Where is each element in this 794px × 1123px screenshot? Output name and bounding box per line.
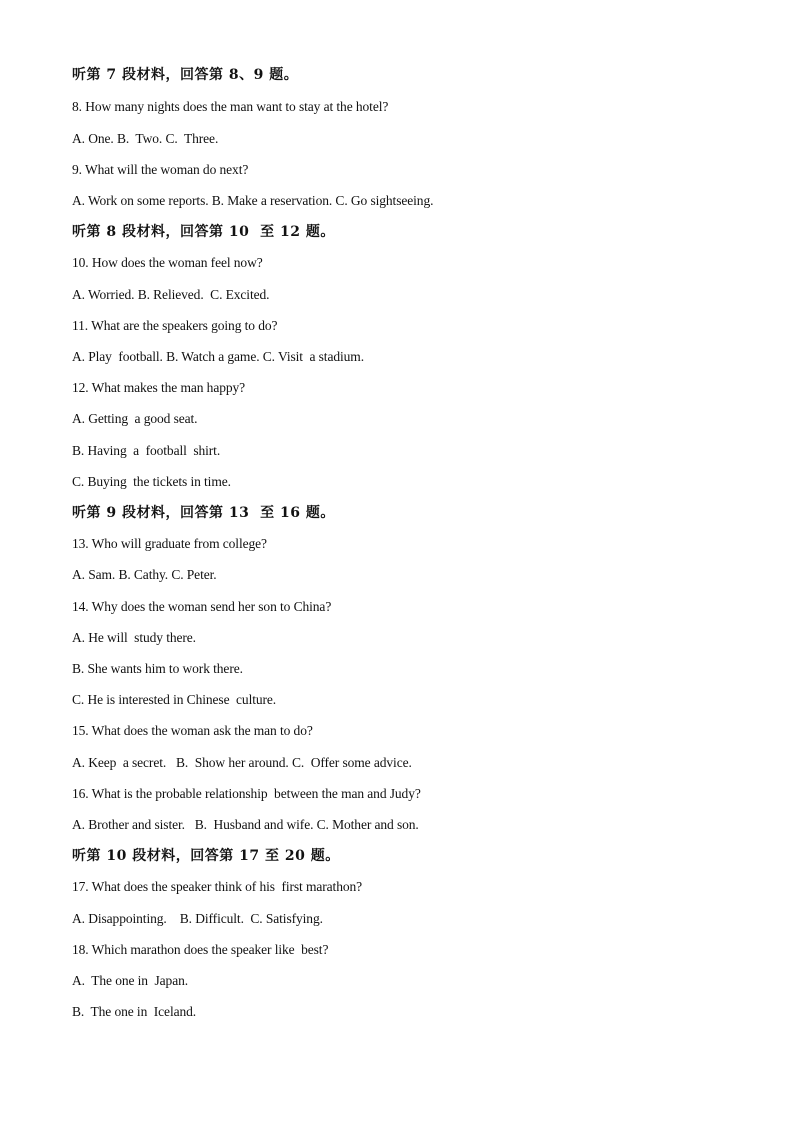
options-16: A. Brother and sister. B. Husband and wife. C. Mother and son.	[72, 817, 419, 832]
option-14b: B. She wants him to work there.	[72, 661, 243, 676]
question-17: 17. What does the speaker think of his first marathon?	[72, 879, 363, 894]
question-16: 16. What is the probable relationship between the man and Judy?	[72, 786, 421, 801]
question-14: 14. Why does the woman send her son to China?	[72, 599, 332, 614]
options-13: A. Sam. B. Cathy. C. Peter.	[72, 567, 217, 582]
section-heading-8: 听第 8 段材料，回答第 10 至 12 题。	[72, 224, 335, 240]
section-heading-10: 听第 10 段材料，回答第 17 至 20 题。	[72, 848, 340, 864]
option-12b: B. Having a football shirt.	[72, 443, 221, 458]
options-15: A. Keep a secret. B. Show her around. C. Offer some advice.	[72, 755, 412, 770]
option-18a: A. The one in Japan.	[72, 973, 189, 988]
options-17: A. Disappointing. B. Difficult. C. Satisfying.	[72, 911, 323, 926]
options-8: A. One. B. Two. C. Three.	[72, 131, 219, 146]
question-15: 15. What does the woman ask the man to do?	[72, 723, 313, 738]
question-11: 11. What are the speakers going to do?	[72, 318, 278, 333]
section-heading-7: 听第 7 段材料，回答第 8、9 题。	[72, 67, 299, 83]
question-18: 18. Which marathon does the speaker like best?	[72, 942, 329, 957]
question-8: 8. How many nights does the man want to stay at the hotel?	[72, 99, 389, 114]
question-12: 12. What makes the man happy?	[72, 380, 246, 395]
options-11: A. Play football. B. Watch a game. C. Visit a stadium.	[72, 349, 364, 364]
question-10: 10. How does the woman feel now?	[72, 255, 263, 270]
options-9: A. Work on some reports. B. Make a reservation. C. Go sightseeing.	[72, 193, 434, 208]
option-18b: B. The one in Iceland.	[72, 1004, 197, 1019]
question-9: 9. What will the woman do next?	[72, 162, 249, 177]
question-13: 13. Who will graduate from college?	[72, 536, 267, 551]
option-12c: C. Buying the tickets in time.	[72, 474, 231, 489]
option-14c: C. He is interested in Chinese culture.	[72, 692, 277, 707]
option-14a: A. He will study there.	[72, 630, 196, 645]
section-heading-9: 听第 9 段材料，回答第 13 至 16 题。	[72, 505, 335, 521]
options-10: A. Worried. B. Relieved. C. Excited.	[72, 287, 270, 302]
option-12a: A. Getting a good seat.	[72, 411, 198, 426]
